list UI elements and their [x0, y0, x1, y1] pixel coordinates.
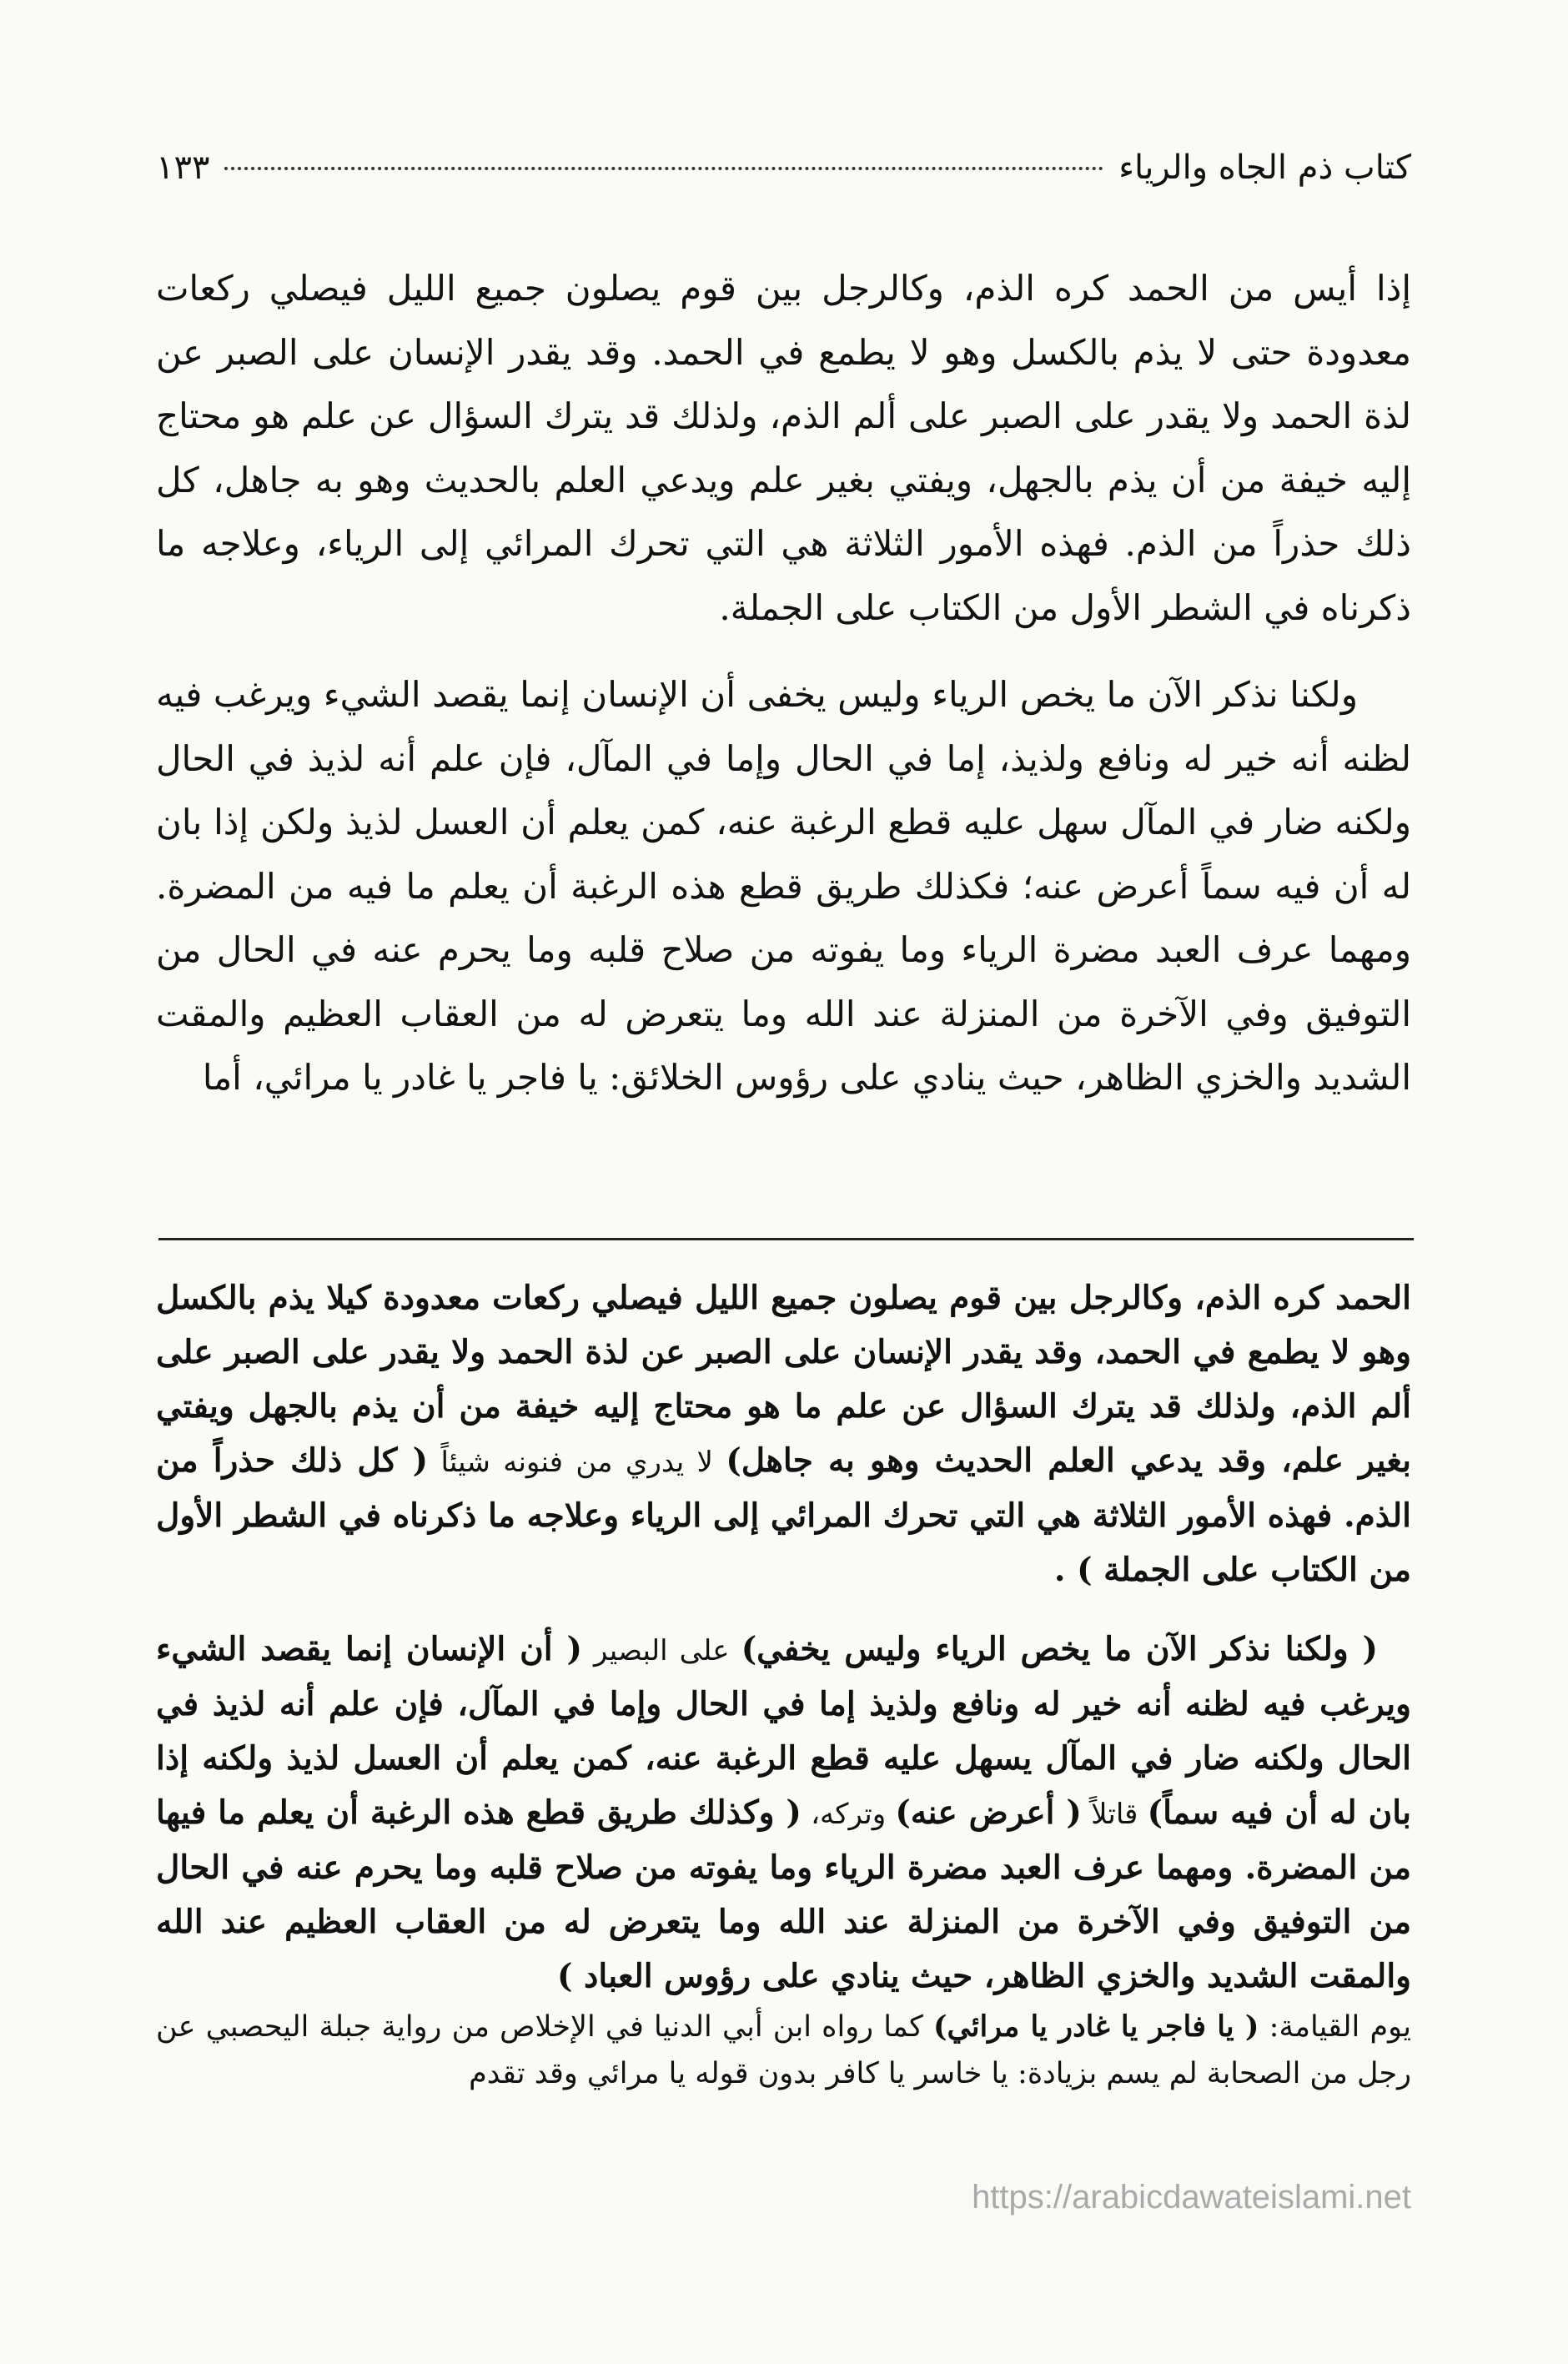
- running-header: [156, 148, 1411, 187]
- gloss-text: على البصير: [581, 1634, 741, 1667]
- page-number: ١٣٣: [156, 148, 210, 187]
- quoted-text: ( ولكنا نذكر الآن ما يخص الرياء وليس يخفي): [741, 1630, 1378, 1668]
- gloss-text: كما رواه ابن أبي الدنيا في الإخلاص من رواية جبلة اليحصبي عن رجل من الصحابة لم يسم بزيادة: يا خاسر يا كافر بدون قوله يا مرائي وقد تقدم: [156, 2010, 1411, 2090]
- commentary: [156, 1271, 1411, 2097]
- main-paragraph-1: إذا أيس من الحمد كره الذم، وكالرجل بين قوم يصلون جميع الليل فيصلي ركعات معدودة حتى لا يذم بالكسل وهو لا يطمع في الحمد. وقد يقدر الإنسان على الصبر عن لذة الحمد ولا يقدر على الصبر على ألم الذم، ولذلك قد يترك السؤال عن علم هو محتاج إليه خيفة من أن يذم بالجهل، ويفتي بغير علم ويدعي العلم بالحديث وهو به جاهل، كل ذلك حذراً من الذم. فهذه الأمور الثلاثة هي التي تحرك المرائي إلى الرياء، وعلاجه ما ذكرناه في الشطر الأول من الكتاب على الجملة.: [156, 268, 1411, 628]
- main-paragraph-2: ولكنا نذكر الآن ما يخص الرياء وليس يخفى أن الإنسان إنما يقصد الشيء ويرغب فيه لظنه أنه خير له ونافع ولذيذ، إما في الحال وإما في المآل، فإن علم أنه لذيذ في الحال ولكنه ضار في المآل سهل عليه قطع الرغبة عنه، كمن يعلم أن العسل لذيذ ولكن إذا بان له أن فيه سماً أعرض عنه؛ فكذلك طريق قطع هذه الرغبة أن يعلم ما فيه من المضرة. ومهما عرف العبد مضرة الرياء وما يفوته من صلاح قلبه وما يحرم عنه في الحال من التوفيق وفي الآخرة من المنزلة عند الله وما يتعرض له من العقاب العظيم والمقت الشديد والخزي الظاهر، حيث ينادي على رؤوس الخلائق: يا فاجر يا غادر يا مرائي، أما: [156, 674, 1411, 1098]
- gloss-text: يوم القيامة:: [1259, 2010, 1411, 2044]
- quoted-text: ( وكذلك طريق قطع هذه الرغبة أن يعلم ما فيها من المضرة. ومهما عرف العبد مضرة الرياء وما يفوته من صلاح قلبه وما يحرم عنه في الحال من التوفيق وفي الآخرة من المنزلة عند الله وما يتعرض له من العقاب العظيم عند الله والمقت الشديد والخزي الظاهر، حيث ينادي على رؤوس العباد ): [156, 1793, 1411, 1995]
- gloss-text: وتركه،: [801, 1798, 896, 1831]
- header-title: كتاب ذم الجاه والرياء: [1118, 148, 1411, 187]
- gloss-text: قاتلاً: [1081, 1798, 1148, 1831]
- header-dotted-leader: [224, 167, 1103, 170]
- gloss-text: لا يدري من فنونه شيئاً: [428, 1446, 726, 1479]
- commentary-paragraph-3: [156, 2004, 1411, 2097]
- quoted-text: ( كل ذلك حذراً من الذم. فهذه الأمور الثلاثة هي التي تحرك المرائي إلى الرياء وعلاجه ما ذكرناه في الشطر الأول من الكتاب على الجملة ) .: [156, 1441, 1411, 1589]
- main-text: [156, 257, 1411, 1110]
- quoted-text: ( أعرض عنه): [895, 1793, 1082, 1832]
- quoted-text: ( أن الإنسان إنما يقصد الشيء ويرغب فيه لظنه أنه خير له ونافع ولذيذ إما في الحال وإما في المآل، فإن علم أنه لذيذ في الحال ولكنه ضار في المآل يسهل عليه قطع الرغبة عنه، كمن يعلم أن العسل لذيذ ولكنه إذا بان له أن فيه سماً): [156, 1630, 1411, 1832]
- separator-rule: [158, 1238, 1414, 1240]
- quoted-text: ( يا فاجر يا غادر يا مرائي): [932, 2009, 1259, 2044]
- quoted-text: الحمد كره الذم، وكالرجل بين قوم يصلون جميع الليل فيصلي ركعات معدودة كيلا يذم بالكسل وهو لا يطمع في الحمد، وقد يقدر الإنسان على الصبر عن لذة الحمد ولا يقدر على الصبر على ألم الذم، ولذلك قد يترك السؤال عن علم ما هو محتاج إليه خيفة من أن يذم بالجهل ويفتي بغير علم، وقد يدعي العلم الحديث وهو به جاهل): [156, 1279, 1412, 1480]
- commentary-paragraph-2: [156, 1622, 1411, 2004]
- watermark-url: https://arabicdawateislami.net: [972, 2179, 1411, 2216]
- commentary-paragraph-1: [156, 1271, 1411, 1597]
